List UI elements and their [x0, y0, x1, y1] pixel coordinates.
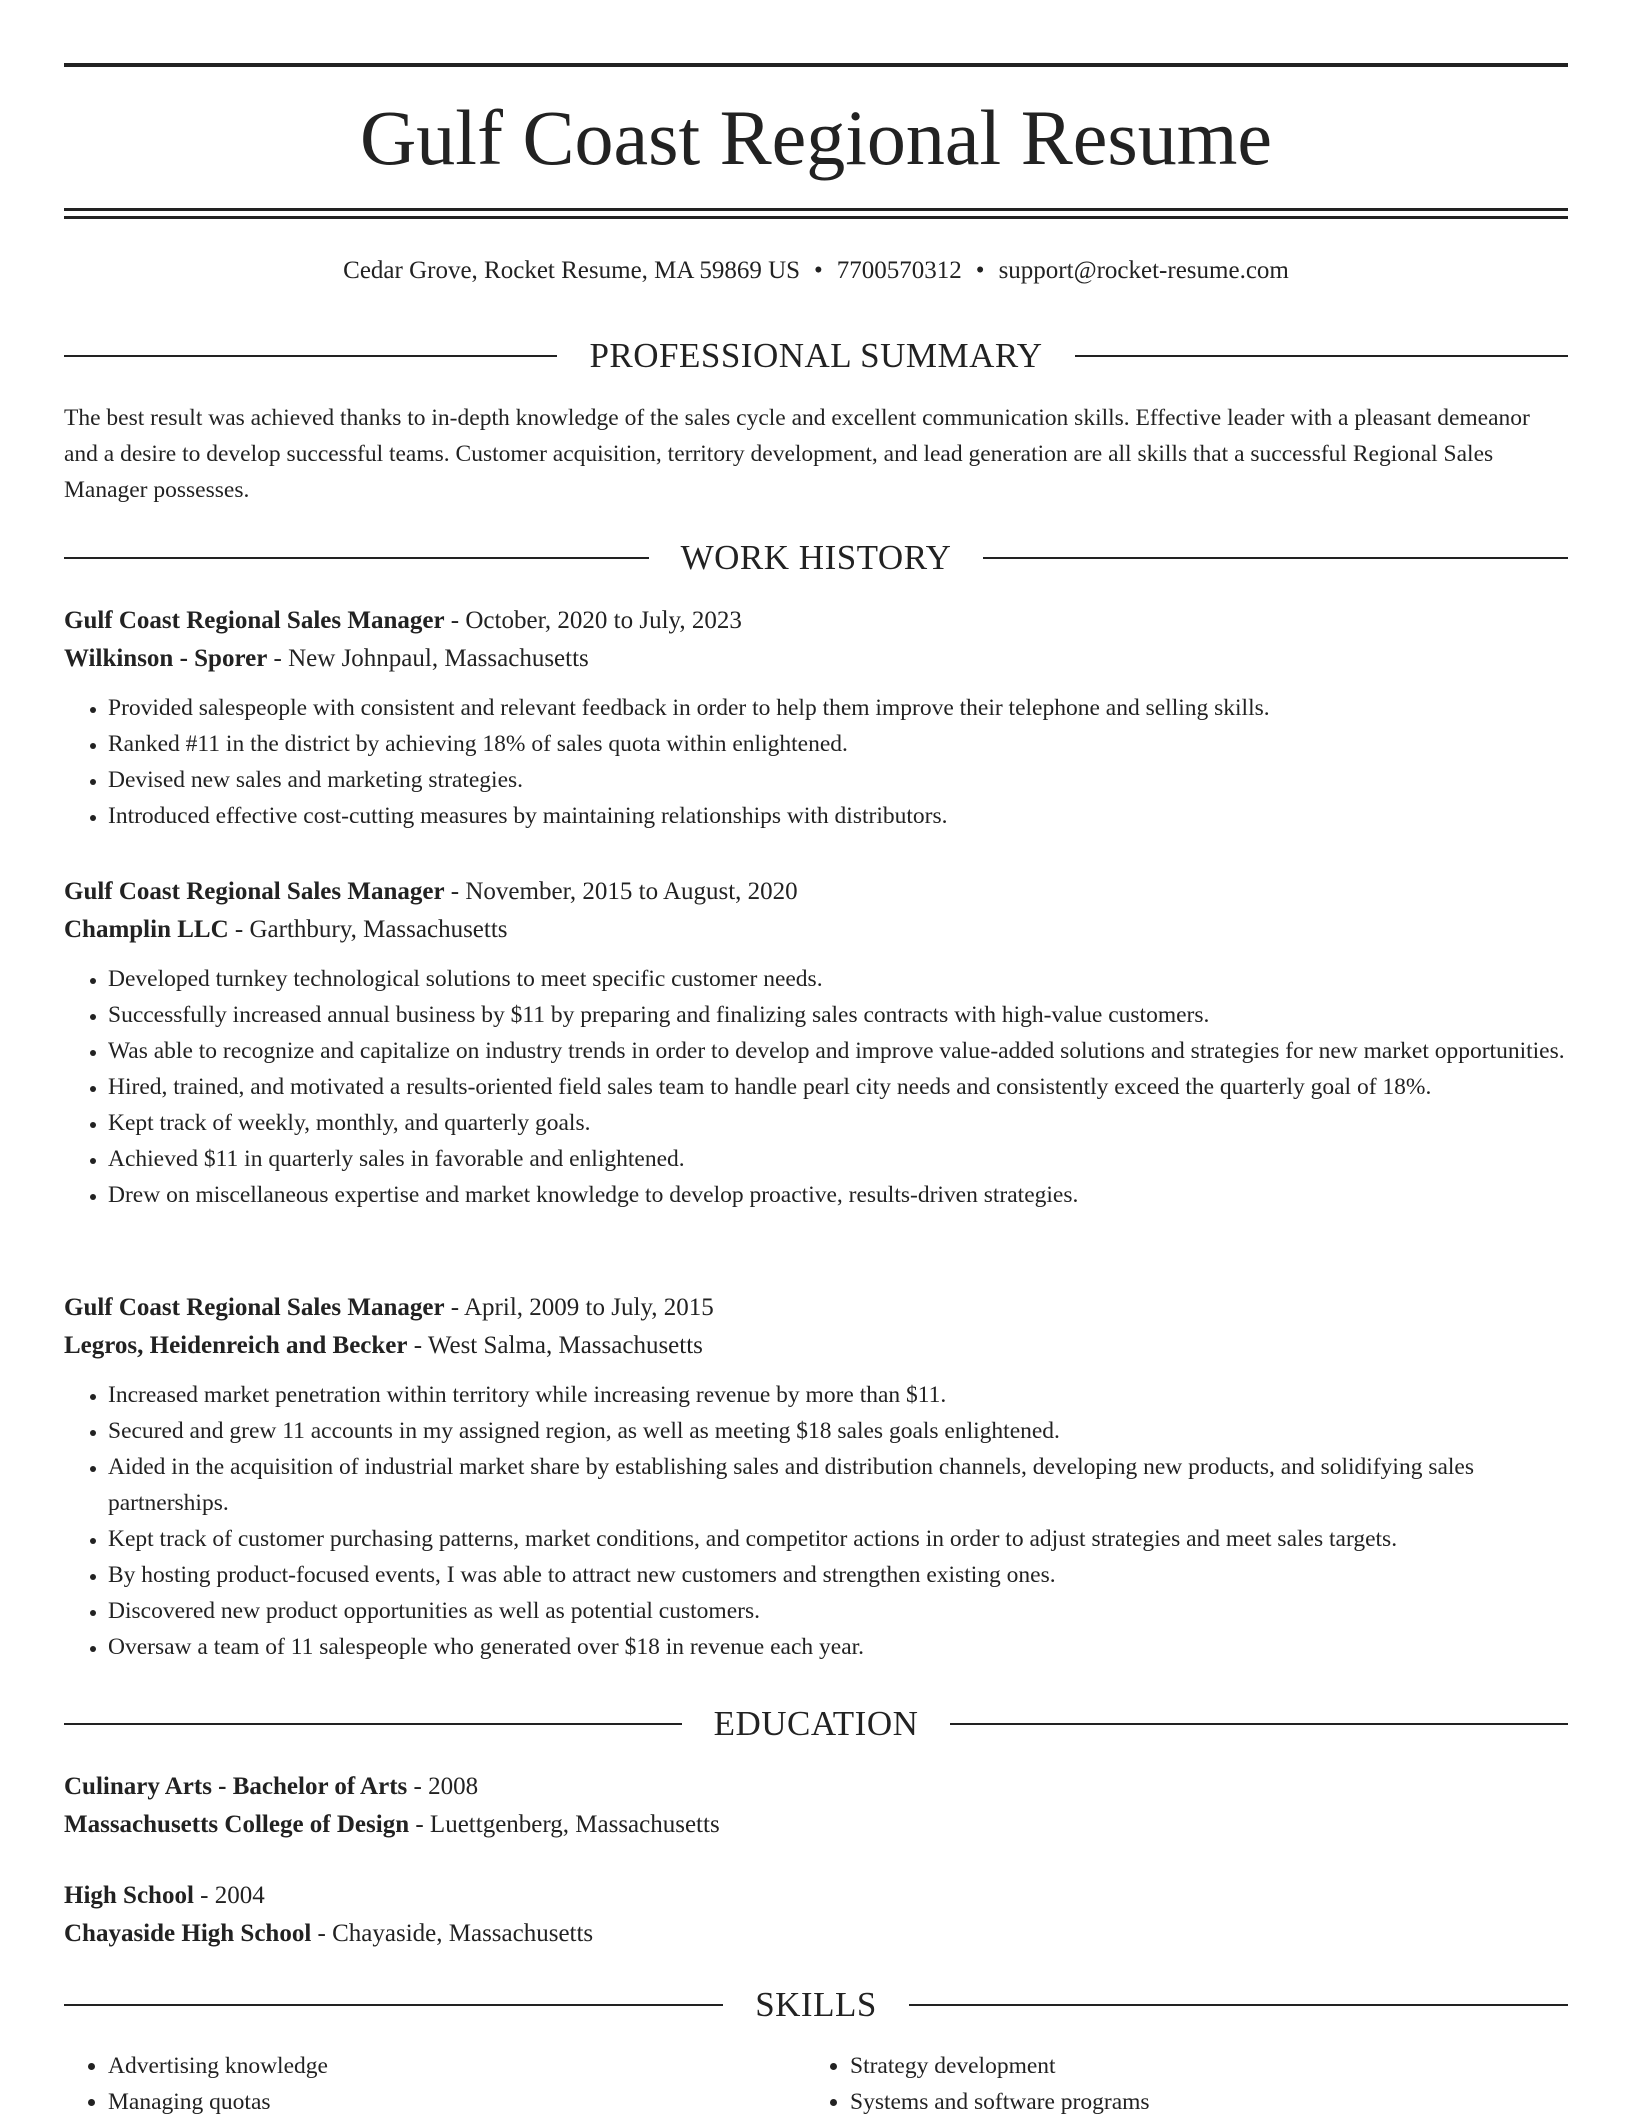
- resume-title: Gulf Coast Regional Resume: [359, 94, 1273, 181]
- job-company-line: [64, 640, 1568, 678]
- section-title-summary: PROFESSIONAL SUMMARY: [589, 336, 1043, 375]
- education-school-line: [64, 1915, 1568, 1953]
- skill-item: • Strategy development: [850, 2048, 1548, 2084]
- education-degree: High School: [64, 1882, 194, 1909]
- job-bullet: • Secured and grew 11 accounts in my assigned region, as well as meeting $18 sales goals enlightened.: [108, 1413, 1568, 1449]
- education-entry: [64, 1768, 1568, 1844]
- job-entry: [64, 873, 1568, 1213]
- job-dates: - November, 2015 to August, 2020: [444, 878, 798, 905]
- skills-list: [64, 2048, 1568, 2120]
- job-company: Champlin LLC: [64, 916, 229, 943]
- title-double-rule-upper: [64, 208, 1568, 211]
- education-degree-line: [64, 1877, 1568, 1915]
- job-bullet: • Achieved $11 in quarterly sales in favorable and enlightened.: [108, 1141, 1568, 1177]
- section-header-work-history: [64, 538, 1568, 578]
- job-location: - New Johnpaul, Massachusetts: [267, 645, 589, 672]
- contact-phone: 7700570312: [836, 257, 962, 284]
- job-bullets: [64, 961, 1568, 1213]
- job-company: Wilkinson - Sporer: [64, 645, 268, 672]
- divider-line: [983, 557, 1568, 559]
- job-entry: [64, 1289, 1568, 1665]
- section-header-skills: [64, 1985, 1568, 2025]
- summary-text: The best result was achieved thanks to in-depth knowledge of the sales cycle and excellent communication skills. Effective leader with a pleasant demeanor and a desire to develop successful teams. Customer acquisition, territory development, and lead generation are all skills that a successful Regional Sales Manager possesses.: [64, 405, 1530, 503]
- job-company: Legros, Heidenreich and Becker: [64, 1332, 408, 1359]
- job-title: Gulf Coast Regional Sales Manager: [64, 607, 445, 634]
- job-bullet: • Ranked #11 in the district by achieving 18% of sales quota within enlightened.: [108, 726, 1568, 762]
- education-entry: [64, 1877, 1568, 1953]
- job-title-line: [64, 873, 1568, 911]
- job-bullet: • Drew on miscellaneous expertise and market knowledge to develop proactive, results-driven strategies.: [108, 1177, 1568, 1213]
- education-school-line: [64, 1806, 1568, 1844]
- divider-line: [64, 557, 649, 559]
- job-bullet: • Increased market penetration within territory while increasing revenue by more than $11.: [108, 1377, 1568, 1413]
- section-title-work-history: WORK HISTORY: [680, 538, 952, 577]
- section-header-education: [64, 1704, 1568, 1744]
- job-company-line: [64, 1327, 1568, 1365]
- skill-item: • Managing quotas: [108, 2084, 806, 2120]
- job-bullet: • Devised new sales and marketing strategies.: [108, 762, 1568, 798]
- education-school: Chayaside High School: [64, 1920, 312, 1947]
- job-bullet: • Introduced effective cost-cutting measures by maintaining relationships with distributors.: [108, 798, 1568, 834]
- education-location: - Luettgenberg, Massachusetts: [409, 1811, 720, 1838]
- contact-email: support@rocket-resume.com: [998, 257, 1289, 284]
- title-double-rule-lower: [64, 216, 1568, 219]
- section-title-education: EDUCATION: [713, 1704, 919, 1743]
- skill-item: • Advertising knowledge: [108, 2048, 806, 2084]
- job-bullet: • Kept track of customer purchasing patterns, market conditions, and competitor actions in order to adjust strategies and meet sales targets.: [108, 1521, 1568, 1557]
- job-title-line: [64, 602, 1568, 640]
- skills-column-left: [64, 2048, 806, 2120]
- contact-address: Cedar Grove, Rocket Resume, MA 59869 US: [343, 257, 801, 284]
- job-bullet: • Kept track of weekly, monthly, and quarterly goals.: [108, 1105, 1568, 1141]
- job-title: Gulf Coast Regional Sales Manager: [64, 878, 445, 905]
- divider-line: [64, 2004, 723, 2006]
- education-year: - 2008: [407, 1773, 479, 1800]
- skills-column-right: [806, 2048, 1548, 2120]
- divider-line: [1075, 355, 1568, 357]
- job-bullet: • Developed turnkey technological solutions to meet specific customer needs.: [108, 961, 1568, 997]
- top-rule: [64, 63, 1568, 67]
- job-bullet: • Hired, trained, and motivated a results-oriented field sales team to handle pearl city needs and consistently exceed the quarterly goal of 18%.: [108, 1069, 1568, 1105]
- job-bullets: [64, 690, 1568, 834]
- education-degree-line: [64, 1768, 1568, 1806]
- job-dates: - October, 2020 to July, 2023: [444, 607, 742, 634]
- contact-separator: •: [814, 257, 823, 284]
- job-bullets: [64, 1377, 1568, 1665]
- job-company-line: [64, 911, 1568, 949]
- job-location: - West Salma, Massachusetts: [407, 1332, 703, 1359]
- divider-line: [64, 355, 557, 357]
- section-title-skills: SKILLS: [755, 1985, 877, 2024]
- job-bullet: • Discovered new product opportunities as well as potential customers.: [108, 1593, 1568, 1629]
- divider-line: [64, 1723, 682, 1725]
- job-bullet: • Successfully increased annual business by $11 by preparing and finalizing sales contracts with high-value customers.: [108, 997, 1568, 1033]
- education-school: Massachusetts College of Design: [64, 1811, 410, 1838]
- contact-line: [64, 255, 1568, 287]
- job-entry: [64, 602, 1568, 834]
- job-dates: - April, 2009 to July, 2015: [444, 1294, 714, 1321]
- job-bullet: • By hosting product-focused events, I was able to attract new customers and strengthen existing ones.: [108, 1557, 1568, 1593]
- education-location: - Chayaside, Massachusetts: [311, 1920, 594, 1947]
- job-location: - Garthbury, Massachusetts: [228, 916, 508, 943]
- job-bullet: • Was able to recognize and capitalize on industry trends in order to develop and improve value-added solutions and strategies for new market opportunities.: [108, 1033, 1568, 1069]
- education-degree: Culinary Arts - Bachelor of Arts: [64, 1773, 408, 1800]
- divider-line: [909, 2004, 1568, 2006]
- job-bullet: • Oversaw a team of 11 salespeople who generated over $18 in revenue each year.: [108, 1629, 1568, 1665]
- job-bullet: • Provided salespeople with consistent and relevant feedback in order to help them improve their telephone and selling skills.: [108, 690, 1568, 726]
- contact-separator: •: [975, 257, 985, 284]
- job-bullet: • Aided in the acquisition of industrial market share by establishing sales and distribution channels, developing new products, and solidifying sales partnerships.: [108, 1449, 1568, 1521]
- skill-item: • Systems and software programs: [850, 2084, 1548, 2120]
- divider-line: [950, 1723, 1568, 1725]
- job-title: Gulf Coast Regional Sales Manager: [64, 1294, 445, 1321]
- education-year: - 2004: [193, 1882, 265, 1909]
- job-title-line: [64, 1289, 1568, 1327]
- section-header-summary: [64, 336, 1568, 376]
